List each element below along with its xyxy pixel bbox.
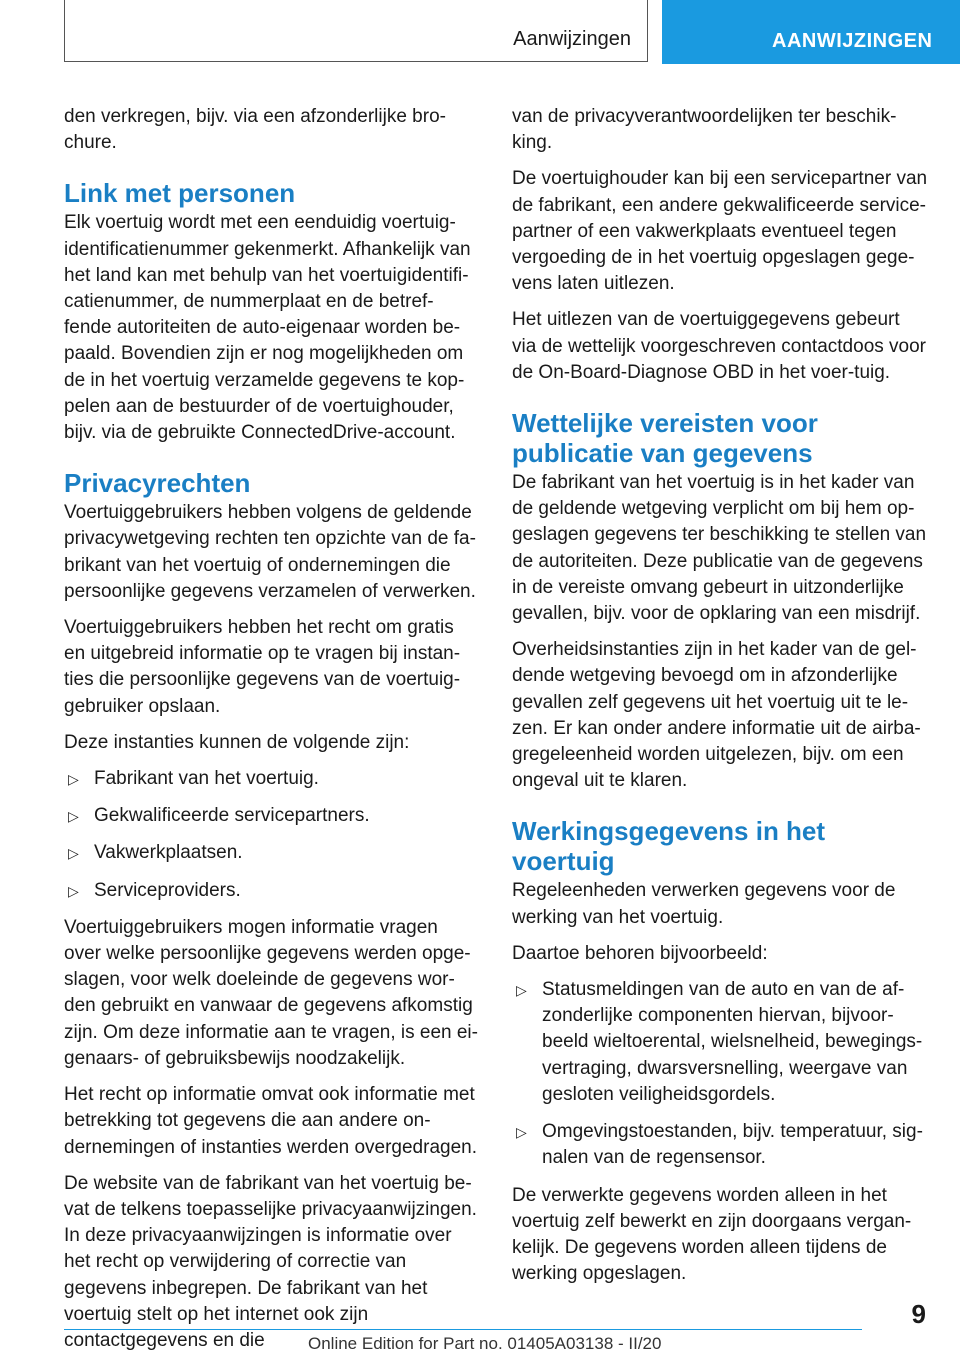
footer-divider <box>64 1329 862 1330</box>
bullet-list <box>64 766 480 904</box>
paragraph: den verkregen, bijv. via een afzonderlijke bro-chure. <box>64 106 446 154</box>
list-item-text: Omgevingstoestanden, bijv. temperatuur, sig-nalen van de regensensor. <box>542 1121 923 1169</box>
running-header-title: Aanwijzingen <box>513 28 631 50</box>
paragraph: Voertuiggebruikers hebben volgens de geldende privacywetgeving rechten ten opzichte van de fa-brikant van het voertuig of ondernemingen die persoonlijke gegevens verzamelen of verwerken. <box>64 502 476 602</box>
paragraph: Voertuiggebruikers mogen informatie vragen over welke persoonlijke gegevens werden opge-slagen, voor welk doeleinde de gegevens wor-den gebruikt en vanwaar de gegevens afkomstig zijn. Om deze informatie aan te vragen, is een ei-genaars- of gebruiksbewijs noodzakelijk. <box>64 916 478 1069</box>
paragraph: Deze instanties kunnen de volgende zijn: <box>64 731 410 753</box>
edition-footer: Online Edition for Part no. 01405A03138 - II/20 <box>308 1334 662 1353</box>
triangle-bullet-icon: ▷ <box>68 808 79 825</box>
section-tab-label: AANWIJZINGEN <box>772 30 933 52</box>
list-item <box>64 766 480 792</box>
paragraph: De verwerkte gegevens worden alleen in het voertuig zelf bewerkt en zijn doorgaans vergan-kelijk. De gegevens worden alleen tijdens de werking opgeslagen. <box>512 1184 912 1285</box>
section-heading: Privacyrechten <box>64 468 251 499</box>
triangle-bullet-icon: ▷ <box>68 845 79 862</box>
section-tab <box>662 0 960 64</box>
triangle-bullet-icon: ▷ <box>516 982 527 999</box>
list-item-text: Vakwerkplaatsen. <box>94 842 243 864</box>
section-heading: Werkingsgegevens in het voertuig <box>512 816 826 877</box>
list-item <box>64 878 480 904</box>
triangle-bullet-icon: ▷ <box>516 1124 527 1141</box>
paragraph: Overheidsinstanties zijn in het kader van de gel-dende wetgeving bevoegd om in afzonderlijke gevallen zelf gegevens uit het voertuig uit te le-zen. Er kan onder andere informatie uit de airba-gregeleenheid worden uitgelezen, bijv. om een ongeval uit te klaren. <box>512 639 921 792</box>
bullet-list <box>512 977 928 1171</box>
list-item-text: Fabrikant van het voertuig. <box>94 768 319 790</box>
paragraph: De website van de fabrikant van het voertuig be-vat de telkens toepasselijke privacyaanwijzingen. In deze privacyaanwijzingen is informatie over het recht op verwijdering of correctie van gegevens inbegrepen. De fabrikant van het voertuig stelt op het internet ook zijn contactgegevens en die <box>64 1172 477 1351</box>
paragraph: Daartoe behoren bijvoorbeeld: <box>512 942 768 964</box>
right-column <box>512 104 928 1297</box>
paragraph: Het recht op informatie omvat ook informatie met betrekking tot gegevens die aan andere on-dernemingen of instanties werden overgedragen. <box>64 1084 477 1158</box>
page-number: 9 <box>911 1299 926 1329</box>
list-item <box>512 1119 928 1171</box>
list-item-text: Serviceproviders. <box>94 879 241 901</box>
paragraph: De voertuighouder kan bij een servicepartner van de fabrikant, een andere gekwalificeerde service-partner of een vakwerkplaats eventueel tegen vergoeding de in het voertuig opgeslagen gege-vens laten uitlezen. <box>512 168 928 295</box>
section-heading: Wettelijke vereisten voor publicatie van gegevens <box>512 408 818 469</box>
paragraph: De fabrikant van het voertuig is in het kader van de geldende wetgeving verplicht om bij hem op-geslagen gegevens ter beschikking te stellen van de autoriteiten. Deze publicatie van de gegevens in de vereiste omvang gebeurt in uitzonderlijke gevallen, bijv. voor de opklaring van een misdrijf. <box>512 472 927 625</box>
paragraph: Regeleenheden verwerken gegevens voor de werking van het voertuig. <box>512 880 896 928</box>
section-heading: Link met personen <box>64 178 296 209</box>
triangle-bullet-icon: ▷ <box>68 882 79 899</box>
left-column <box>64 104 480 1364</box>
list-item-text: Statusmeldingen van de auto en van de af-zonderlijke componenten hiervan, bijvoor-beeld wieltoerental, wielsnelheid, bewegings-vertraging, dwarsversnelling, weergave van gesloten veiligheidsgordels. <box>542 979 923 1105</box>
paragraph: van de privacyverantwoordelijken ter beschik-king. <box>512 106 897 154</box>
header-box <box>64 0 648 62</box>
paragraph: Het uitlezen van de voertuiggegevens gebeurt via de wettelijk voorgeschreven contactdoos voor de On-Board-Diagnose OBD in het voer-tuig. <box>512 309 927 383</box>
triangle-bullet-icon: ▷ <box>68 771 79 788</box>
list-item-text: Gekwalificeerde servicepartners. <box>94 805 370 827</box>
list-item <box>64 840 480 866</box>
list-item <box>512 977 928 1108</box>
paragraph: Elk voertuig wordt met een eenduidig voertuig-identificatienummer gekenmerkt. Afhankelijk van het land kan met behulp van het voertuigidentifi-catienummer, de nummerplaat en de betref-fende autoriteiten de auto-eigenaar worden be-paald. Bovendien zijn er nog mogelijkheden om de in het voertuig verzamelde gegevens te kop-pelen aan de bestuurder of de voertuighouder, bijv. via de gebruikte ConnectedDrive-account. <box>64 212 471 444</box>
paragraph: Voertuiggebruikers hebben het recht om gratis en uitgebreid informatie op te vragen bij instan-ties die persoonlijke gegevens van de voertuig-gebruiker opslaan. <box>64 617 461 717</box>
list-item <box>64 803 480 829</box>
